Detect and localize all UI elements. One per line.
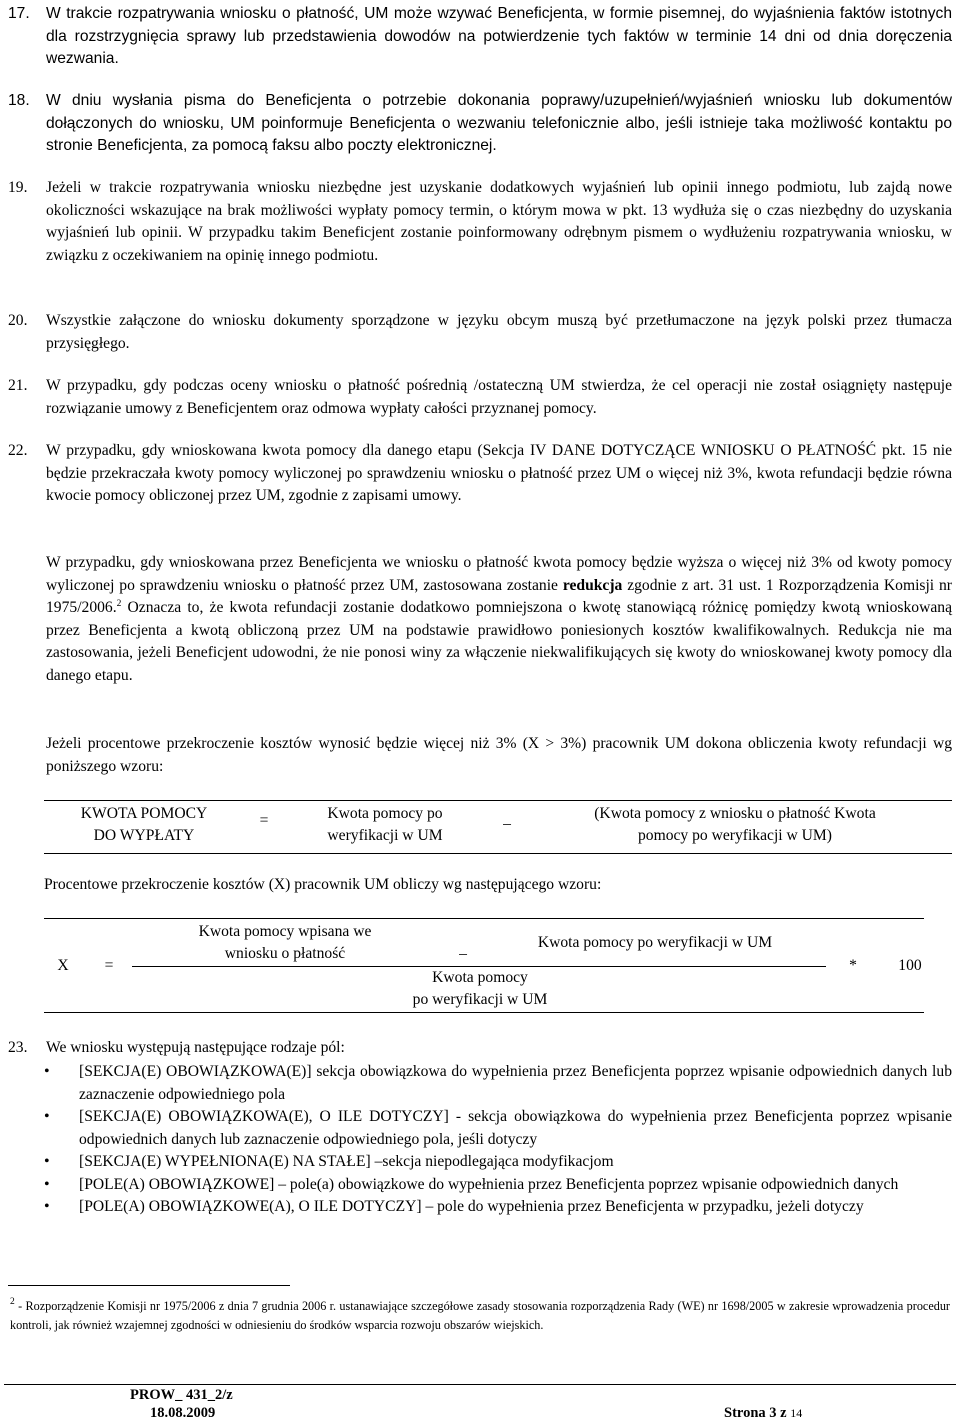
footnote-mark: 2 bbox=[10, 1297, 15, 1307]
list-item: • [SEKCJA(E) OBOWIĄZKOWA(E), O ILE DOTYCZY] - sekcja obowiązkowa do wypełnienia przez Beneficjenta poprzez wpisanie odpowiednich danych lub zaznaczenie odpowiedniego pola, jeśli dotyczy bbox=[44, 1106, 952, 1151]
item-20-text: Wszystkie załączone do wniosku dokumenty sporządzone w języku obcym muszą być przetłumaczone na język polski przez tłumacza przysięgłego. bbox=[46, 312, 952, 352]
footer-date: 18.08.2009 bbox=[150, 1405, 216, 1421]
formula-1-minus: _ bbox=[503, 810, 511, 827]
formula-2-hundred: 100 bbox=[898, 957, 922, 974]
item-21-text: W przypadku, gdy podczas oceny wniosku o płatność pośrednią /ostateczną UM stwierdza, że cel operacji nie został osiągnięty następuje rozwiązanie umowy z Beneficjentem oraz odmowa wypłaty całości przyznanej pomocy. bbox=[46, 377, 952, 417]
item-22-paragraph-3: Jeżeli procentowe przekroczenie kosztów wynosić będzie więcej niż 3% (X > 3%) pracownik UM dokona obliczenia kwoty refundacji wg poniższego wzoru: bbox=[46, 735, 952, 775]
formula-2-minus: _ bbox=[459, 940, 467, 957]
footer-rule bbox=[4, 1384, 956, 1385]
item-17-number: 17. bbox=[8, 5, 30, 22]
formula-1-bottom-rule bbox=[44, 853, 952, 854]
formula-1-mid-line-1: Kwota pomocy po bbox=[327, 805, 443, 822]
formula-1-right-line-2: pomocy po weryfikacji w UM) bbox=[637, 827, 832, 844]
item-21-number: 21. bbox=[8, 377, 28, 394]
redukcja-bold: redukcja bbox=[562, 576, 623, 594]
formula-1-equals: = bbox=[259, 812, 269, 829]
item-18-number: 18. bbox=[8, 92, 30, 109]
footnote bbox=[10, 1297, 950, 1335]
footer-page: Strona 3 z 14 bbox=[724, 1405, 803, 1421]
field-types-list bbox=[44, 1061, 952, 1219]
footnote-text: - Rozporządzenie Komisji nr 1975/2006 z dnia 7 grudnia 2006 r. ustanawiające szczegółowe zasady stosowania rozporządzenia Rady (WE) nr 1698/2005 w zakresie wprowadzenia procedur kontroli, jak również wzajemnej zgodności w odniesieniu do środków wsparcia rozwoju obszarów wiejskich. bbox=[10, 1299, 950, 1332]
list-item: • [POLE(A) OBOWIĄZKOWE(A), O ILE DOTYCZY] – pole do wypełnienia przez Beneficjenta w przypadku, jeżeli dotyczy bbox=[44, 1196, 952, 1219]
list-item: • [POLE(A) OBOWIĄZKOWE] – pole(a) obowiązkowe do wypełnienia przez Beneficjenta poprzez wpisanie odpowiednich danych bbox=[44, 1174, 952, 1197]
item-19-text: Jeżeli w trakcie rozpatrywania wniosku niezbędne jest uzyskanie dodatkowych wyjaśnień lub opinii innego podmiotu, lub zajdą nowe okoliczności wskazujące na brak możliwości wypłaty pomocy termin, o którym mowa w pkt. 13 wydłuża się o czas niezbędny do uzyskania wyjaśnień lub opinii. W przypadku takim Beneficjent zostanie poinformowany odrębnym pismem o wydłużeniu rozpatrywania wniosku, w związku z oczekiwaniem na opinię innego podmiotu. bbox=[46, 179, 952, 264]
formula-2-num-a-line-1: Kwota pomocy wpisana we bbox=[198, 923, 372, 940]
formula-1-left-line-2: DO WYPŁATY bbox=[93, 827, 195, 844]
footnote-ref: 2 bbox=[116, 599, 122, 609]
item-18-text: W dniu wysłania pisma do Beneficjenta o potrzebie dokonania poprawy/uzupełnień/wyjaśnień wniosku lub dokumentów dołączonych do wniosku, UM poinformuje Beneficjenta o wezwaniu telefonicznie albo, jeśli istnieje taka możliwość kontaktu po stronie Beneficjenta, za pomocą faksu albo poczty elektronicznej. bbox=[46, 92, 952, 154]
item-23-number: 23. bbox=[8, 1039, 28, 1056]
footnote-separator bbox=[8, 1285, 290, 1286]
item-22-number: 22. bbox=[8, 442, 28, 459]
formula-2-bottom-rule bbox=[44, 1012, 924, 1013]
footer-code: PROW_ 431_2/z bbox=[130, 1387, 233, 1403]
formula-2-den-line-2: po weryfikacji w UM bbox=[412, 991, 548, 1008]
formula-2-num-b: Kwota pomocy po weryfikacji w UM bbox=[537, 934, 773, 951]
formula-1-left-line-1: KWOTA POMOCY bbox=[80, 805, 208, 822]
formula-2-times: * bbox=[849, 957, 857, 974]
item-23-text: We wniosku występują następujące rodzaje pól: bbox=[46, 1039, 345, 1056]
formula-1-right-line-1: (Kwota pomocy z wniosku o płatność Kwota bbox=[594, 805, 876, 822]
item-20-number: 20. bbox=[8, 312, 28, 329]
formula-2-top-rule bbox=[44, 918, 924, 919]
formula-1-mid-line-2: weryfikacji w UM bbox=[327, 827, 443, 844]
formula-2-x: X bbox=[57, 957, 69, 974]
list-item: • [SEKCJA(E) OBOWIĄZKOWA(E)] sekcja obowiązkowa do wypełnienia przez Beneficjenta poprzez wpisanie odpowiednich danych lub zaznaczenie odpowiedniego pola bbox=[44, 1061, 952, 1106]
item-19-number: 19. bbox=[8, 179, 28, 196]
list-item: • [SEKCJA(E) WYPEŁNIONA(E) NA STAŁE] –sekcja niepodlegająca modyfikacjom bbox=[44, 1151, 952, 1174]
item-22-text: W przypadku, gdy wnioskowana kwota pomocy dla danego etapu (Sekcja IV DANE DOTYCZĄCE WNIOSKU O PŁATNOŚĆ pkt. 15 nie będzie przekraczała kwoty pomocy wyliczonej po sprawdzeniu wniosku o płatność przez UM o więcej niż 3%, kwota refundacji będzie równa kwocie pomocy obliczonej przez UM, zgodnie z zapisami umowy. bbox=[46, 442, 952, 504]
formula-2-num-a-line-2: wniosku o płatność bbox=[224, 945, 346, 962]
item-22-paragraph-2: W przypadku, gdy wnioskowana przez Beneficjenta we wniosku o płatność kwota pomocy będzie wyższa o więcej niż 3% od kwoty pomocy wyliczonej po sprawdzeniu wniosku o płatność przez UM, zastosowana zostanie redukcja zgodnie z art. 31 ust. 1 Rozporządzenia Komisji nr 1975/2006.$^2$ Oznacza to, że kwota refundacji zostanie dodatkowo pomniejszona o kwotę stanowiącą różnicę pomiędzy kwotą wnioskowaną przez Beneficjenta a kwotą obliczoną przez UM na podstawie prawidłowo poniesionych kosztów kwalifikowalnych. Redukcja nie ma zastosowania, jeżeli Beneficjent udowodni, że nie ponosi winy za włączenie niekwalifikujących się kwoty do wnioskowanej kwoty pomocy dla danego etapu. bbox=[46, 554, 952, 684]
formula-2-equals: = bbox=[104, 957, 114, 974]
formula-2-intro: Procentowe przekroczenie kosztów (X) pracownik UM obliczy wg następującego wzoru: bbox=[44, 876, 602, 893]
formula-2-den-line-1: Kwota pomocy bbox=[432, 969, 528, 986]
formula-1-top-rule bbox=[44, 800, 952, 801]
item-17-text: W trakcie rozpatrywania wniosku o płatność, UM może wzywać Beneficjenta, w formie pisemnej, do wyjaśnienia faktów istotnych dla rozstrzygnięcia sprawy lub przedstawienia dowodów na potwierdzenie tych faktów w terminie 14 dni od dnia doręczenia wezwania. bbox=[46, 5, 952, 67]
